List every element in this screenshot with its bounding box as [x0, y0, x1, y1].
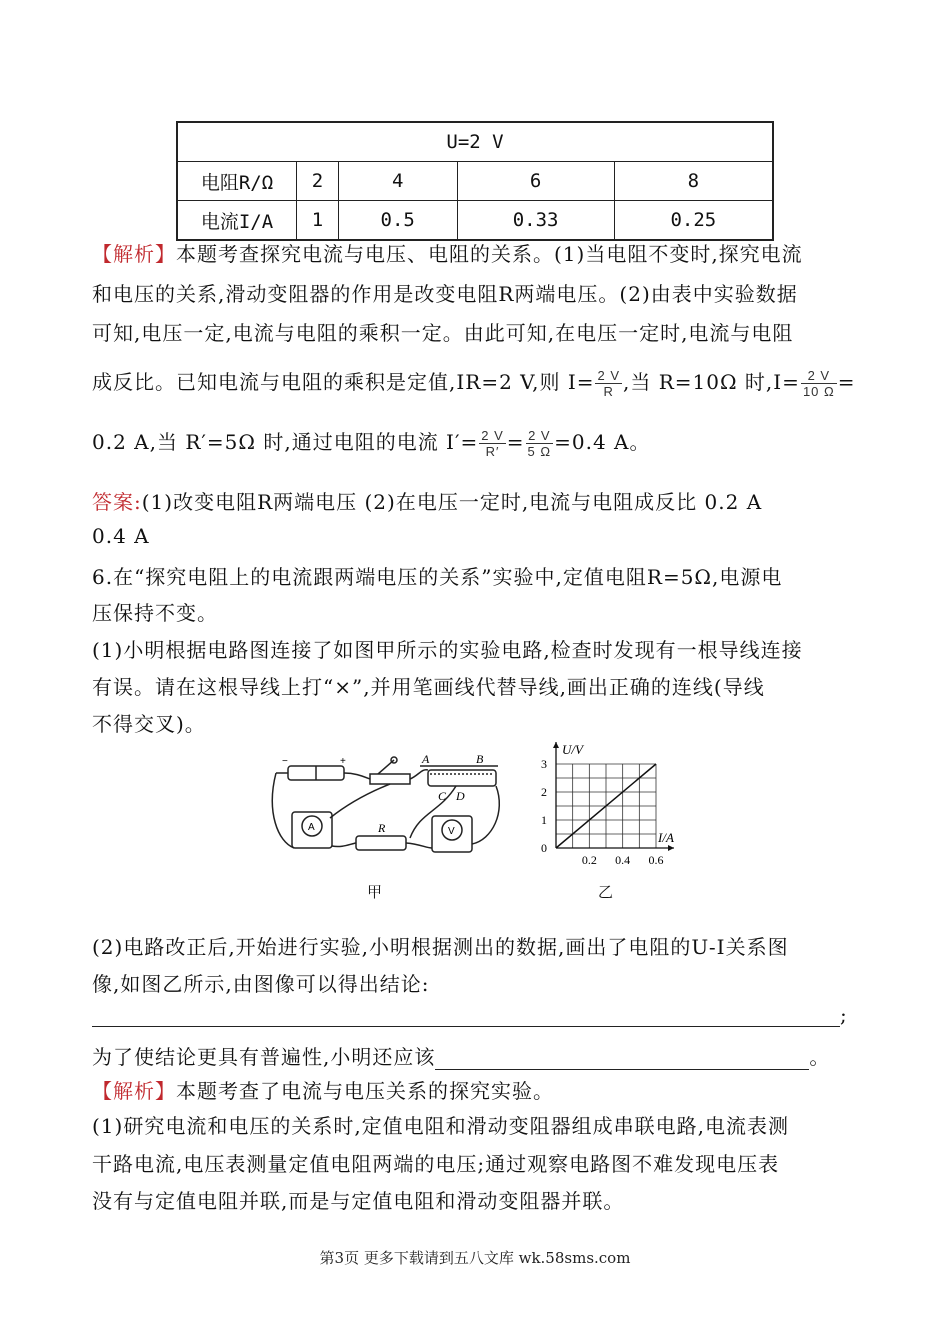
analysis-text: ,当 R=10Ω 时,I=	[623, 370, 800, 394]
x-axis-label: I/A	[658, 830, 674, 845]
circuit-caption: 甲	[367, 884, 383, 901]
analysis-line: 干路电流,电压表测量定值电阻两端的电压;通过观察电路图不难发现电压表	[92, 1152, 780, 1176]
question-line: 像,如图乙所示,由图像可以得出结论:	[92, 972, 430, 996]
answer-text: (1)改变电阻R两端电压 (2)在电压一定时,电流与电阻成反比 0.2 A	[141, 490, 763, 514]
analysis-text: 成反比。已知电流与电阻的乘积是定值,IR=2 V,则 I=	[92, 370, 595, 394]
fraction-numerator: 2 V	[526, 428, 554, 444]
answer-blank[interactable]	[435, 1047, 809, 1070]
analysis-line	[92, 1075, 554, 1104]
terminal-b-label: B	[476, 752, 484, 766]
analysis-tag: 【解析】	[92, 1079, 176, 1103]
x-tick-label: 0.6	[648, 853, 664, 867]
x-tick-label: 0.2	[581, 853, 597, 867]
table-cell: 0.5	[338, 201, 457, 241]
fraction	[479, 428, 506, 459]
data-table	[176, 121, 774, 241]
table-row	[177, 162, 773, 201]
ammeter-label: A	[308, 822, 315, 833]
table-cell: 2	[297, 162, 339, 201]
fraction-denominator: R′	[485, 444, 500, 459]
resistor-label: R	[378, 821, 386, 835]
analysis-text: =0.4 A。	[554, 430, 651, 454]
punctuation: 。	[809, 1045, 831, 1069]
graph-caption: 乙	[598, 884, 614, 901]
question-line: 有误。请在这根导线上打“×”,并用笔画线代替导线,画出正确的连线(导线	[92, 675, 765, 699]
answer-line	[92, 486, 762, 515]
analysis-text: 本题考查探究电流与电压、电阻的关系。(1)当电阻不变时,探究电流	[176, 242, 803, 266]
analysis-line-formula	[92, 426, 650, 459]
analysis-line-formula	[92, 366, 856, 399]
question-line: 6.在“探究电阻上的电流跟两端电压的关系”实验中,定值电阻R=5Ω,电源电	[92, 565, 783, 589]
question-line	[92, 1041, 830, 1070]
question-text: 为了使结论更具有普遍性,小明还应该	[92, 1045, 436, 1069]
y-axis-label: U/V	[562, 742, 583, 757]
plus-label: +	[340, 756, 346, 767]
x-axis-arrow	[668, 845, 674, 851]
table-cell: 8	[614, 162, 773, 201]
answer-line: 0.4 A	[92, 524, 150, 548]
y-axis-arrow	[553, 742, 559, 748]
question-line: (2)电路改正后,开始进行实验,小明根据测出的数据,画出了电阻的U-I关系图	[92, 935, 789, 959]
analysis-text: =	[506, 430, 525, 454]
fraction-denominator: 10 Ω	[802, 384, 835, 399]
table-cell: 0.33	[457, 201, 614, 241]
analysis-line: (1)研究电流和电压的关系时,定值电阻和滑动变阻器组成串联电路,电流表测	[92, 1114, 790, 1138]
analysis-line: 没有与定值电阻并联,而是与定值电阻和滑动变阻器并联。	[92, 1189, 625, 1213]
y-tick-label: 2	[541, 785, 547, 799]
terminal-a-label: A	[422, 752, 430, 766]
table-cell: 0.25	[614, 201, 773, 241]
fraction	[526, 428, 554, 459]
x-tick-label: 0.4	[615, 853, 631, 867]
analysis-tag: 【解析】	[92, 242, 176, 266]
table-cell: 1	[297, 201, 339, 241]
table-header: U=2 V	[177, 122, 773, 162]
analysis-line: 可知,电压一定,电流与电阻的乘积一定。由此可知,在电压一定时,电流与电阻	[92, 321, 794, 345]
table-cell: 4	[338, 162, 457, 201]
fraction	[801, 368, 837, 399]
answer-blank[interactable]	[92, 1004, 840, 1027]
analysis-line	[92, 238, 803, 267]
y-tick-label: 3	[541, 757, 547, 771]
fraction	[595, 368, 622, 399]
table-row-label: 电阻R/Ω	[177, 162, 297, 201]
fraction-numerator: 2 V	[597, 368, 620, 383]
question-line: 不得交叉)。	[92, 712, 206, 736]
analysis-line: 和电压的关系,滑动变阻器的作用是改变电阻R两端电压。(2)由表中实验数据	[92, 282, 798, 306]
punctuation: ;	[840, 1003, 848, 1027]
fraction-denominator: 5 Ω	[527, 444, 552, 459]
voltmeter-label: V	[448, 826, 455, 837]
page-footer: 第3页 更多下载请到五八文库 wk.58sms.com	[319, 1249, 631, 1267]
terminal-c-label: C	[438, 789, 447, 803]
y-tick-label: 1	[541, 813, 547, 827]
circuit-diagram	[270, 752, 520, 864]
question-line: (1)小明根据电路图连接了如图甲所示的实验电路,检查时发现有一根导线连接	[92, 638, 803, 662]
table-cell: 6	[457, 162, 614, 201]
terminal-d-label: D	[456, 789, 465, 803]
answer-blank-line	[92, 1003, 848, 1027]
analysis-text: 0.2 A,当 R′=5Ω 时,通过电阻的电流 I′=	[92, 430, 479, 454]
ui-graph	[530, 740, 690, 872]
analysis-text: 本题考查了电流与电压关系的探究实验。	[176, 1079, 554, 1103]
question-line: 压保持不变。	[92, 601, 218, 625]
minus-label: −	[282, 756, 288, 767]
fraction-denominator: R	[603, 384, 614, 399]
y-tick-label: 0	[541, 841, 547, 855]
answer-tag: 答案:	[92, 490, 142, 514]
table-row-label: 电流I/A	[177, 201, 297, 241]
fraction-numerator: 2 V	[481, 428, 504, 443]
fraction-numerator: 2 V	[801, 368, 837, 384]
table-row	[177, 201, 773, 241]
analysis-text: =	[837, 370, 856, 394]
